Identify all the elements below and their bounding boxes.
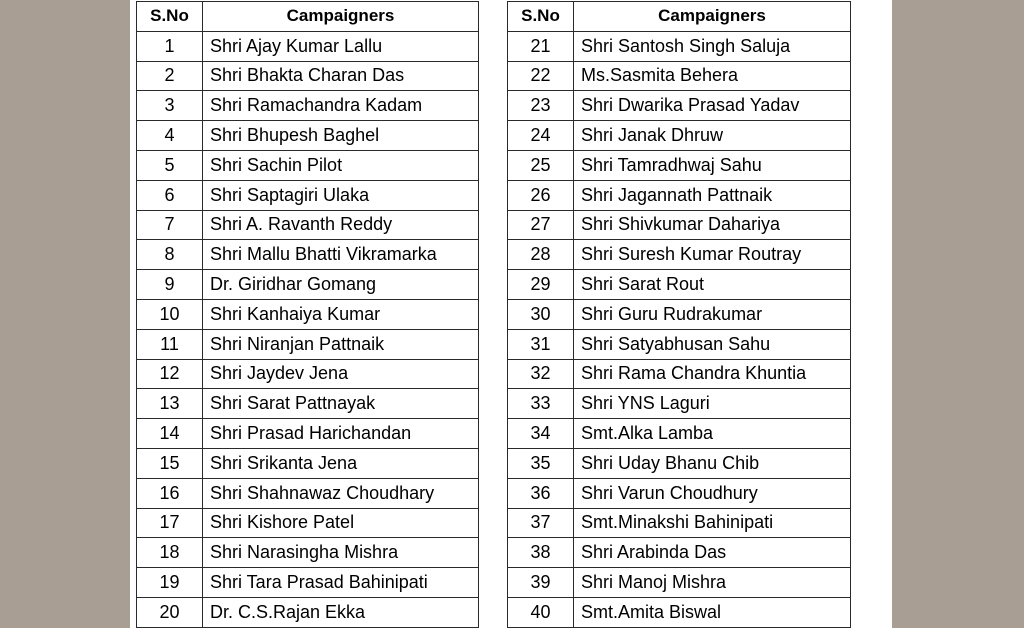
campaigner-name-cell: Shri Janak Dhruw	[574, 121, 851, 151]
table-row	[137, 240, 479, 270]
table-row	[508, 150, 851, 180]
serial-number-cell: 11	[137, 329, 203, 359]
campaigner-name-cell: Shri Rama Chandra Khuntia	[574, 359, 851, 389]
serial-number-cell: 12	[137, 359, 203, 389]
table-row	[508, 538, 851, 568]
table-row	[508, 180, 851, 210]
campaigner-name-cell: Shri Shivkumar Dahariya	[574, 210, 851, 240]
table-row	[137, 270, 479, 300]
serial-number-cell: 27	[508, 210, 574, 240]
sno-header: S.No	[137, 2, 203, 32]
campaigner-name-cell: Shri Tamradhwaj Sahu	[574, 150, 851, 180]
table-body-right	[508, 31, 851, 627]
table-row	[508, 61, 851, 91]
serial-number-cell: 25	[508, 150, 574, 180]
table-row	[508, 389, 851, 419]
table-row	[137, 508, 479, 538]
campaigners-header: Campaigners	[203, 2, 479, 32]
serial-number-cell: 20	[137, 597, 203, 627]
table-row	[137, 121, 479, 151]
campaigner-name-cell: Shri Jagannath Pattnaik	[574, 180, 851, 210]
serial-number-cell: 24	[508, 121, 574, 151]
campaigner-name-cell: Smt.Amita Biswal	[574, 597, 851, 627]
serial-number-cell: 29	[508, 270, 574, 300]
campaigner-name-cell: Shri Tara Prasad Bahinipati	[203, 568, 479, 598]
table-row	[137, 419, 479, 449]
campaigner-name-cell: Shri Saptagiri Ulaka	[203, 180, 479, 210]
campaigner-name-cell: Shri A. Ravanth Reddy	[203, 210, 479, 240]
campaigner-name-cell: Shri Srikanta Jena	[203, 448, 479, 478]
table-row	[508, 508, 851, 538]
campaigners-header: Campaigners	[574, 2, 851, 32]
campaigner-name-cell: Shri Kishore Patel	[203, 508, 479, 538]
serial-number-cell: 26	[508, 180, 574, 210]
campaigner-name-cell: Shri Ajay Kumar Lallu	[203, 31, 479, 61]
table-row	[137, 568, 479, 598]
serial-number-cell: 28	[508, 240, 574, 270]
campaigner-name-cell: Ms.Sasmita Behera	[574, 61, 851, 91]
table-row	[508, 299, 851, 329]
table-row	[508, 478, 851, 508]
serial-number-cell: 9	[137, 270, 203, 300]
campaigner-name-cell: Shri Mallu Bhatti Vikramarka	[203, 240, 479, 270]
serial-number-cell: 34	[508, 419, 574, 449]
serial-number-cell: 23	[508, 91, 574, 121]
serial-number-cell: 15	[137, 448, 203, 478]
serial-number-cell: 19	[137, 568, 203, 598]
serial-number-cell: 17	[137, 508, 203, 538]
serial-number-cell: 10	[137, 299, 203, 329]
campaigner-name-cell: Shri Santosh Singh Saluja	[574, 31, 851, 61]
serial-number-cell: 33	[508, 389, 574, 419]
campaigner-name-cell: Shri Uday Bhanu Chib	[574, 448, 851, 478]
campaigner-name-cell: Dr. C.S.Rajan Ekka	[203, 597, 479, 627]
table-header-row	[137, 2, 479, 32]
table-row	[137, 597, 479, 627]
serial-number-cell: 35	[508, 448, 574, 478]
table-row	[137, 91, 479, 121]
campaigner-name-cell: Shri Ramachandra Kadam	[203, 91, 479, 121]
serial-number-cell: 4	[137, 121, 203, 151]
serial-number-cell: 13	[137, 389, 203, 419]
campaigner-name-cell: Shri Kanhaiya Kumar	[203, 299, 479, 329]
campaigner-name-cell: Shri Shahnawaz Choudhary	[203, 478, 479, 508]
table-row	[137, 359, 479, 389]
serial-number-cell: 36	[508, 478, 574, 508]
campaigners-table-left	[136, 1, 479, 628]
campaigner-name-cell: Shri Bhupesh Baghel	[203, 121, 479, 151]
table-row	[508, 270, 851, 300]
table-row	[137, 150, 479, 180]
campaigner-name-cell: Shri Niranjan Pattnaik	[203, 329, 479, 359]
campaigner-name-cell: Dr. Giridhar Gomang	[203, 270, 479, 300]
table-row	[508, 597, 851, 627]
serial-number-cell: 40	[508, 597, 574, 627]
serial-number-cell: 3	[137, 91, 203, 121]
campaigner-name-cell: Shri YNS Laguri	[574, 389, 851, 419]
table-row	[508, 91, 851, 121]
table-row	[137, 180, 479, 210]
serial-number-cell: 18	[137, 538, 203, 568]
table-row	[508, 210, 851, 240]
campaigners-table-right	[507, 1, 851, 628]
table-row	[137, 299, 479, 329]
table-row	[508, 419, 851, 449]
campaigner-name-cell: Shri Satyabhusan Sahu	[574, 329, 851, 359]
table-row	[508, 31, 851, 61]
campaigner-name-cell: Shri Sarat Pattnayak	[203, 389, 479, 419]
table-row	[508, 240, 851, 270]
serial-number-cell: 39	[508, 568, 574, 598]
table-row	[508, 329, 851, 359]
campaigner-name-cell: Shri Arabinda Das	[574, 538, 851, 568]
serial-number-cell: 5	[137, 150, 203, 180]
table-row	[137, 329, 479, 359]
campaigner-name-cell: Shri Bhakta Charan Das	[203, 61, 479, 91]
campaigner-name-cell: Shri Guru Rudrakumar	[574, 299, 851, 329]
serial-number-cell: 14	[137, 419, 203, 449]
table-row	[508, 359, 851, 389]
table-row	[137, 31, 479, 61]
table-header-row	[508, 2, 851, 32]
campaigner-name-cell: Shri Manoj Mishra	[574, 568, 851, 598]
serial-number-cell: 30	[508, 299, 574, 329]
table-row	[508, 448, 851, 478]
serial-number-cell: 31	[508, 329, 574, 359]
table-row	[137, 389, 479, 419]
table-row	[508, 121, 851, 151]
serial-number-cell: 1	[137, 31, 203, 61]
serial-number-cell: 37	[508, 508, 574, 538]
campaigner-name-cell: Shri Suresh Kumar Routray	[574, 240, 851, 270]
serial-number-cell: 7	[137, 210, 203, 240]
table-row	[137, 210, 479, 240]
campaigner-name-cell: Smt.Alka Lamba	[574, 419, 851, 449]
campaigner-name-cell: Shri Dwarika Prasad Yadav	[574, 91, 851, 121]
serial-number-cell: 16	[137, 478, 203, 508]
sno-header: S.No	[508, 2, 574, 32]
campaigner-name-cell: Shri Narasingha Mishra	[203, 538, 479, 568]
serial-number-cell: 6	[137, 180, 203, 210]
table-row	[508, 568, 851, 598]
campaigner-name-cell: Shri Varun Choudhury	[574, 478, 851, 508]
table-row	[137, 478, 479, 508]
serial-number-cell: 8	[137, 240, 203, 270]
campaigner-name-cell: Shri Sarat Rout	[574, 270, 851, 300]
campaigner-name-cell: Smt.Minakshi Bahinipati	[574, 508, 851, 538]
campaigner-name-cell: Shri Prasad Harichandan	[203, 419, 479, 449]
table-row	[137, 538, 479, 568]
table-row	[137, 448, 479, 478]
serial-number-cell: 32	[508, 359, 574, 389]
table-row	[137, 61, 479, 91]
campaigner-name-cell: Shri Sachin Pilot	[203, 150, 479, 180]
serial-number-cell: 22	[508, 61, 574, 91]
campaigner-name-cell: Shri Jaydev Jena	[203, 359, 479, 389]
table-body-left	[137, 31, 479, 627]
serial-number-cell: 21	[508, 31, 574, 61]
serial-number-cell: 2	[137, 61, 203, 91]
serial-number-cell: 38	[508, 538, 574, 568]
